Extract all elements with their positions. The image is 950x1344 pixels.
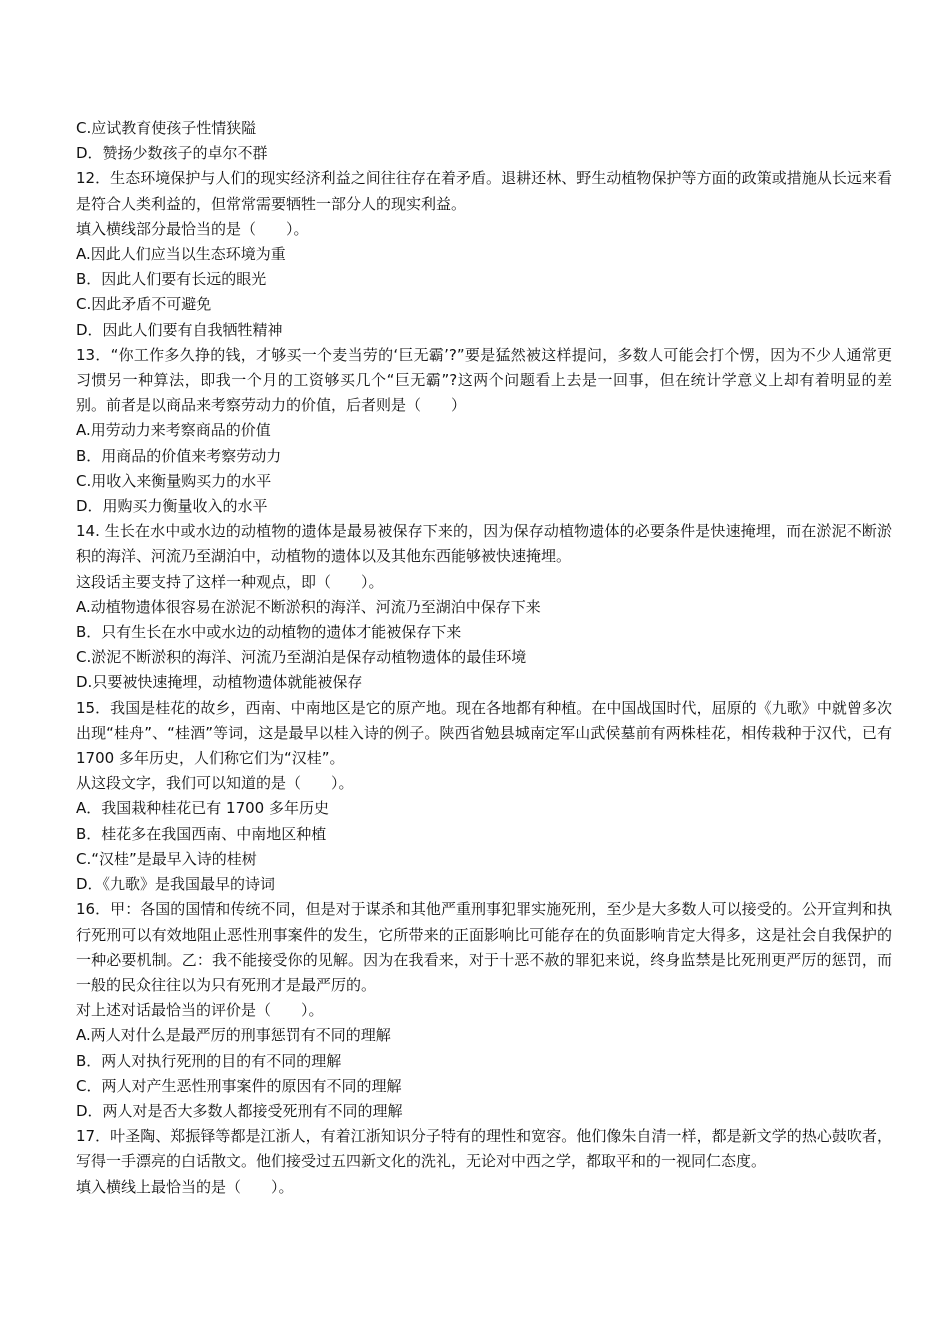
q12-option-b: B．因此人们要有长远的眼光	[76, 270, 267, 289]
q13-option-c: C.用收入来衡量购买力的水平	[76, 471, 272, 490]
q16-option-d: D．两人对是否大多数人都接受死刑有不同的理解	[76, 1101, 403, 1120]
q16-stem: 16．甲：各国的国情和传统不同，但是对于谋杀和其他严重刑事犯罪实施死刑，至少是大多数人可以接受的。公开宣判和执行死刑可以有效地阻止恶性刑事案件的发生，它所带来的正面影响比可能存在的负面影响肯定大得多，这是社会自我保护的一种必要机制。乙：我不能接受你的见解。因为在我看来，对于十恶不赦的罪犯来说，终身监禁是比死刑更严厉的惩罚，而一般的民众往往以为只有死刑才是最严厉的。	[76, 900, 892, 994]
q16-option-c: C．两人对产生恶性刑事案件的原因有不同的理解	[76, 1076, 402, 1095]
q17-stem: 17．叶圣陶、郑振铎等都是江浙人，有着江浙知识分子特有的理性和宽容。他们像朱自清一样，都是新文学的热心鼓吹者，写得一手漂亮的白话散文。他们接受过五四新文化的洗礼，无论对中西之学，都取平和的一视同仁态度。	[76, 1127, 892, 1171]
q15-option-d: D．《九歌》是我国最早的诗词	[76, 875, 276, 894]
q12-option-a: A.因此人们应当以生态环境为重	[76, 245, 286, 264]
q13-option-d: D．用购买力衡量收入的水平	[76, 497, 268, 516]
q15-stem: 15．我国是桂花的故乡，西南、中南地区是它的原产地。现在各地都有种植。在中国战国时代，屈原的《九歌》中就曾多次出现“桂舟”、“桂酒”等词，这是最早以桂入诗的例子。陕西省勉县城南定军山武侯墓前有两株桂花，相传栽种于汉代，已有 1700 多年历史，人们称它们为“汉桂”。	[76, 698, 892, 768]
q12-stem: 12．生态环境保护与人们的现实经济利益之间往往存在着矛盾。退耕还林、野生动植物保护等方面的政策或措施从长远来看是符合人类利益的，但常常需要牺牲一部分人的现实利益。	[76, 169, 892, 213]
q15-option-b: B．桂花多在我国西南、中南地区种植	[76, 824, 327, 843]
q12-option-c: C.因此矛盾不可避免	[76, 295, 212, 314]
q14-prompt: 这段话主要支持了这样一种观点，即（ ）。	[76, 572, 384, 591]
q17-prompt: 填入横线上最恰当的是（ ）。	[76, 1177, 294, 1196]
q16-prompt: 对上述对话最恰当的评价是（ ）。	[76, 1001, 324, 1020]
q13-stem: 13．“你工作多久挣的钱，才够买一个麦当劳的‘巨无霸’?”要是猛然被这样提问，多数人可能会打个愣，因为不少人通常更习惯另一种算法，即我一个月的工资够买几个“巨无霸”?这两个问题看上去是一回事，但在统计学意义上却有着明显的差别。前者是以商品来考察劳动力的价值，后者则是（ ）	[76, 345, 892, 415]
q11-option-c: C.应试教育使孩子性情狭隘	[76, 119, 257, 137]
q14-stem: 14. 生长在水中或水边的动植物的遗体是最易被保存下来的，因为保存动植物遗体的必要条件是快速掩埋，而在淤泥不断淤积的海洋、河流乃至湖泊中，动植物的遗体以及其他东西能够被快速掩埋。	[76, 522, 892, 566]
q15-option-c: C.“汉桂”是最早入诗的桂树	[76, 849, 257, 868]
q14-option-d: D.只要被快速掩埋，动植物遗体就能被保存	[76, 673, 363, 692]
q11-option-d: D．赞扬少数孩子的卓尔不群	[76, 144, 268, 163]
q14-option-a: A.动植物遗体很容易在淤泥不断淤积的海洋、河流乃至湖泊中保存下来	[76, 597, 541, 616]
q12-option-d: D．因此人们要有自我牺牲精神	[76, 320, 283, 339]
q13-option-b: B．用商品的价值来考察劳动力	[76, 446, 282, 465]
q15-prompt: 从这段文字，我们可以知道的是（ ）。	[76, 774, 354, 793]
q14-option-b: B．只有生长在水中或水边的动植物的遗体才能被保存下来	[76, 623, 462, 642]
q12-prompt: 填入横线部分最恰当的是（ ）。	[76, 219, 309, 238]
q16-option-a: A.两人对什么是最严厉的刑事惩罚有不同的理解	[76, 1026, 391, 1045]
q14-option-c: C.淤泥不断淤积的海洋、河流乃至湖泊是保存动植物遗体的最佳环境	[76, 648, 527, 667]
q16-option-b: B．两人对执行死刑的目的有不同的理解	[76, 1051, 342, 1070]
q13-option-a: A.用劳动力来考察商品的价值	[76, 421, 271, 440]
q15-option-a: A．我国栽种桂花已有 1700 多年历史	[76, 799, 329, 818]
